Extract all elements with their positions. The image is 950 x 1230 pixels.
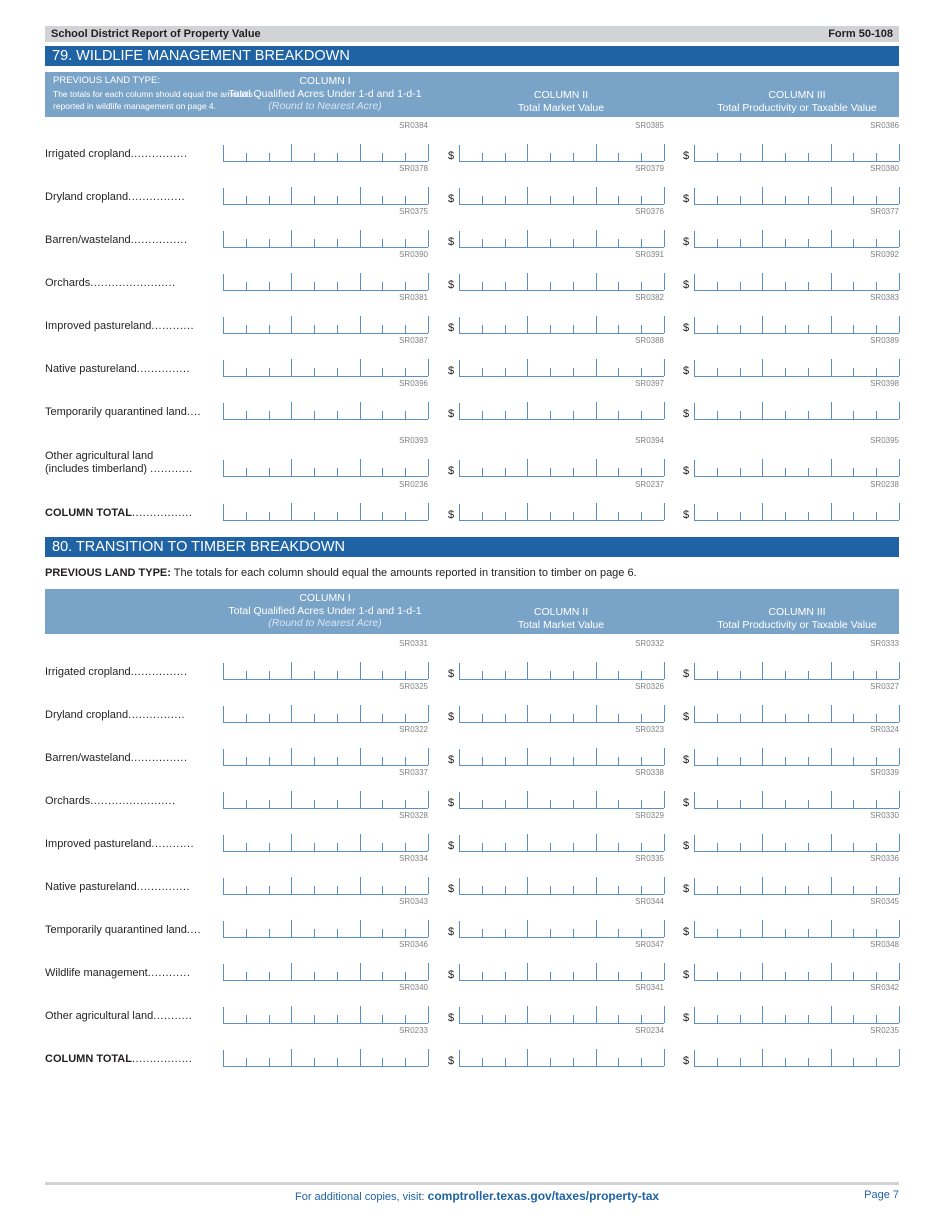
table-row [45, 811, 899, 854]
dollar-sign: $ [448, 883, 455, 895]
row-label: Barren/wasteland................ [45, 752, 188, 764]
field-code: SR0340 [399, 983, 428, 992]
column-2-input[interactable] [459, 504, 664, 521]
row-label: COLUMN TOTAL................. [45, 1053, 193, 1065]
column-3-input[interactable] [694, 1050, 899, 1067]
field-code: SR0382 [635, 293, 664, 302]
field-code: SR0327 [870, 682, 899, 691]
dollar-sign: $ [448, 711, 455, 723]
field-code: SR0389 [870, 336, 899, 345]
table-row [45, 854, 899, 897]
column-3-input[interactable] [694, 878, 899, 895]
previous-land-type-note: PREVIOUS LAND TYPE: The totals for each column should equal the amounts reported in wildlife management on page 4. [53, 75, 253, 111]
row-label: Improved pastureland............ [45, 320, 195, 332]
column-3-input[interactable] [694, 1007, 899, 1024]
column-3-input[interactable] [694, 663, 899, 680]
field-code: SR0322 [399, 725, 428, 734]
column-2-input[interactable] [459, 835, 664, 852]
field-code: SR0388 [635, 336, 664, 345]
row-label: Barren/wasteland................ [45, 234, 188, 246]
column-2-input[interactable] [459, 145, 664, 162]
row-label: Dryland cropland................ [45, 709, 186, 721]
row-label: Improved pastureland............ [45, 838, 195, 850]
field-code: SR0376 [635, 207, 664, 216]
dollar-sign: $ [448, 365, 455, 377]
field-code: SR0387 [399, 336, 428, 345]
dollar-sign: $ [683, 754, 690, 766]
form-header-bar [45, 26, 899, 42]
column-1-input[interactable] [223, 504, 428, 521]
column-1-input[interactable] [223, 403, 428, 420]
column-2-input[interactable] [459, 964, 664, 981]
column-3-input[interactable] [694, 749, 899, 766]
row-label: Other agricultural land (includes timberland) ............ [45, 450, 193, 475]
field-code: SR0377 [870, 207, 899, 216]
field-code: SR0238 [870, 480, 899, 489]
field-code: SR0324 [870, 725, 899, 734]
column-1-input[interactable] [223, 921, 428, 938]
field-code: SR0328 [399, 811, 428, 820]
column-1-input[interactable] [223, 706, 428, 723]
dollar-sign: $ [448, 754, 455, 766]
field-code: SR0334 [399, 854, 428, 863]
row-label: Dryland cropland................ [45, 191, 186, 203]
dollar-sign: $ [683, 236, 690, 248]
field-code: SR0398 [870, 379, 899, 388]
field-code: SR0323 [635, 725, 664, 734]
column-2-input[interactable] [459, 878, 664, 895]
field-code: SR0385 [635, 121, 664, 130]
column-3-input[interactable] [694, 145, 899, 162]
dollar-sign: $ [683, 711, 690, 723]
dollar-sign: $ [683, 969, 690, 981]
table-row [45, 121, 899, 164]
table-row [45, 436, 899, 479]
dollar-sign: $ [448, 408, 455, 420]
field-code: SR0235 [870, 1026, 899, 1035]
table-row [45, 897, 899, 940]
dollar-sign: $ [448, 150, 455, 162]
field-code: SR0234 [635, 1026, 664, 1035]
dollar-sign: $ [683, 408, 690, 420]
column-3-input[interactable] [694, 403, 899, 420]
table-row [45, 1026, 899, 1069]
row-label: Irrigated cropland................ [45, 666, 188, 678]
field-code: SR0383 [870, 293, 899, 302]
column-3-input[interactable] [694, 460, 899, 477]
field-code: SR0346 [399, 940, 428, 949]
section-80-intro: PREVIOUS LAND TYPE: The totals for each column should equal the amounts reported in transition to timber on page 6. [45, 567, 637, 579]
field-code: SR0347 [635, 940, 664, 949]
column-3-heading: COLUMN III Total Productivity or Taxable Value [717, 606, 877, 631]
table-row [45, 480, 899, 523]
column-1-input[interactable] [223, 1050, 428, 1067]
dollar-sign: $ [448, 236, 455, 248]
dollar-sign: $ [683, 1055, 690, 1067]
dollar-sign: $ [683, 926, 690, 938]
dollar-sign: $ [448, 969, 455, 981]
field-code: SR0233 [399, 1026, 428, 1035]
row-label: Native pastureland............... [45, 881, 191, 893]
dollar-sign: $ [683, 465, 690, 477]
row-label: Orchards........................ [45, 795, 176, 807]
dollar-sign: $ [448, 668, 455, 680]
field-code: SR0331 [399, 639, 428, 648]
field-code: SR0393 [399, 436, 428, 445]
column-3-input[interactable] [694, 231, 899, 248]
dollar-sign: $ [448, 193, 455, 205]
field-code: SR0378 [399, 164, 428, 173]
column-3-input[interactable] [694, 188, 899, 205]
column-2-input[interactable] [459, 460, 664, 477]
table-row [45, 725, 899, 768]
table-row [45, 983, 899, 1026]
row-label: Temporarily quarantined land.... [45, 924, 202, 936]
field-code: SR0236 [399, 480, 428, 489]
row-label: Orchards........................ [45, 277, 176, 289]
field-code: SR0332 [635, 639, 664, 648]
table-row [45, 940, 899, 983]
form-number: Form 50-108 [828, 28, 893, 40]
row-label: Irrigated cropland................ [45, 148, 188, 160]
column-3-heading: COLUMN III Total Productivity or Taxable Value [717, 89, 877, 114]
dollar-sign: $ [683, 509, 690, 521]
dollar-sign: $ [448, 1055, 455, 1067]
dollar-sign: $ [448, 279, 455, 291]
section-79-title: 79. WILDLIFE MANAGEMENT BREAKDOWN [45, 46, 899, 66]
column-1-input[interactable] [223, 231, 428, 248]
dollar-sign: $ [683, 668, 690, 680]
row-label: COLUMN TOTAL................. [45, 507, 193, 519]
dollar-sign: $ [683, 1012, 690, 1024]
table-row [45, 250, 899, 293]
table-row [45, 682, 899, 725]
column-1-input[interactable] [223, 274, 428, 291]
field-code: SR0342 [870, 983, 899, 992]
column-1-input[interactable] [223, 964, 428, 981]
column-1-heading: COLUMN I Total Qualified Acres Under 1-d and 1-d-1 (Round to Nearest Acre) [228, 592, 422, 629]
column-2-input[interactable] [459, 792, 664, 809]
field-code: SR0390 [399, 250, 428, 259]
dollar-sign: $ [683, 193, 690, 205]
column-1-input[interactable] [223, 317, 428, 334]
field-code: SR0392 [870, 250, 899, 259]
table-row [45, 207, 899, 250]
column-2-heading: COLUMN II Total Market Value [517, 89, 605, 114]
column-1-input[interactable] [223, 360, 428, 377]
dollar-sign: $ [683, 797, 690, 809]
column-3-input[interactable] [694, 921, 899, 938]
column-2-input[interactable] [459, 188, 664, 205]
column-1-input[interactable] [223, 663, 428, 680]
column-2-input[interactable] [459, 1050, 664, 1067]
column-1-input[interactable] [223, 1007, 428, 1024]
field-code: SR0343 [399, 897, 428, 906]
column-3-input[interactable] [694, 504, 899, 521]
field-code: SR0397 [635, 379, 664, 388]
page-number: Page 7 [864, 1189, 899, 1201]
column-2-input[interactable] [459, 749, 664, 766]
column-2-input[interactable] [459, 706, 664, 723]
field-code: SR0344 [635, 897, 664, 906]
column-3-input[interactable] [694, 274, 899, 291]
section-80-column-header [45, 589, 899, 634]
copies-link[interactable]: comptroller.texas.gov/taxes/property-tax [427, 1189, 660, 1203]
field-code: SR0337 [399, 768, 428, 777]
column-1-input[interactable] [223, 749, 428, 766]
field-code: SR0395 [870, 436, 899, 445]
field-code: SR0329 [635, 811, 664, 820]
field-code: SR0333 [870, 639, 899, 648]
dollar-sign: $ [448, 509, 455, 521]
footer-divider [45, 1182, 899, 1185]
column-2-heading: COLUMN II Total Market Value [517, 606, 605, 631]
field-code: SR0380 [870, 164, 899, 173]
section-79-column-header [45, 72, 899, 117]
dollar-sign: $ [448, 840, 455, 852]
field-code: SR0381 [399, 293, 428, 302]
field-code: SR0379 [635, 164, 664, 173]
column-3-input[interactable] [694, 360, 899, 377]
field-code: SR0345 [870, 897, 899, 906]
table-row [45, 379, 899, 422]
section-80-title: 80. TRANSITION TO TIMBER BREAKDOWN [45, 537, 899, 557]
column-1-input[interactable] [223, 145, 428, 162]
dollar-sign: $ [683, 365, 690, 377]
column-2-input[interactable] [459, 231, 664, 248]
column-1-input[interactable] [223, 460, 428, 477]
dollar-sign: $ [448, 1012, 455, 1024]
field-code: SR0375 [399, 207, 428, 216]
field-code: SR0391 [635, 250, 664, 259]
column-2-input[interactable] [459, 403, 664, 420]
column-1-input[interactable] [223, 792, 428, 809]
field-code: SR0237 [635, 480, 664, 489]
field-code: SR0339 [870, 768, 899, 777]
field-code: SR0341 [635, 983, 664, 992]
column-1-input[interactable] [223, 835, 428, 852]
field-code: SR0336 [870, 854, 899, 863]
row-label: Other agricultural land........... [45, 1010, 193, 1022]
row-label: Native pastureland............... [45, 363, 191, 375]
row-label: Temporarily quarantined land.... [45, 406, 202, 418]
field-code: SR0386 [870, 121, 899, 130]
dollar-sign: $ [448, 926, 455, 938]
column-1-heading: COLUMN I Total Qualified Acres Under 1-d and 1-d-1 (Round to Nearest Acre) [228, 75, 422, 112]
field-code: SR0348 [870, 940, 899, 949]
field-code: SR0326 [635, 682, 664, 691]
column-2-input[interactable] [459, 317, 664, 334]
field-code: SR0338 [635, 768, 664, 777]
column-3-input[interactable] [694, 317, 899, 334]
column-3-input[interactable] [694, 706, 899, 723]
field-code: SR0325 [399, 682, 428, 691]
form-title: School District Report of Property Value [51, 28, 261, 40]
table-row [45, 768, 899, 811]
column-3-input[interactable] [694, 792, 899, 809]
field-code: SR0394 [635, 436, 664, 445]
table-row [45, 336, 899, 379]
table-row [45, 293, 899, 336]
column-3-input[interactable] [694, 964, 899, 981]
column-2-input[interactable] [459, 921, 664, 938]
column-1-input[interactable] [223, 188, 428, 205]
field-code: SR0396 [399, 379, 428, 388]
dollar-sign: $ [683, 150, 690, 162]
field-code: SR0330 [870, 811, 899, 820]
column-3-input[interactable] [694, 835, 899, 852]
column-2-input[interactable] [459, 274, 664, 291]
dollar-sign: $ [448, 465, 455, 477]
dollar-sign: $ [448, 797, 455, 809]
dollar-sign: $ [683, 883, 690, 895]
field-code: SR0384 [399, 121, 428, 130]
table-row [45, 639, 899, 682]
field-code: SR0335 [635, 854, 664, 863]
dollar-sign: $ [683, 279, 690, 291]
row-label: Wildlife management............ [45, 967, 191, 979]
column-2-input[interactable] [459, 663, 664, 680]
column-1-input[interactable] [223, 878, 428, 895]
dollar-sign: $ [683, 322, 690, 334]
dollar-sign: $ [683, 840, 690, 852]
table-row [45, 164, 899, 207]
column-2-input[interactable] [459, 360, 664, 377]
column-2-input[interactable] [459, 1007, 664, 1024]
dollar-sign: $ [448, 322, 455, 334]
